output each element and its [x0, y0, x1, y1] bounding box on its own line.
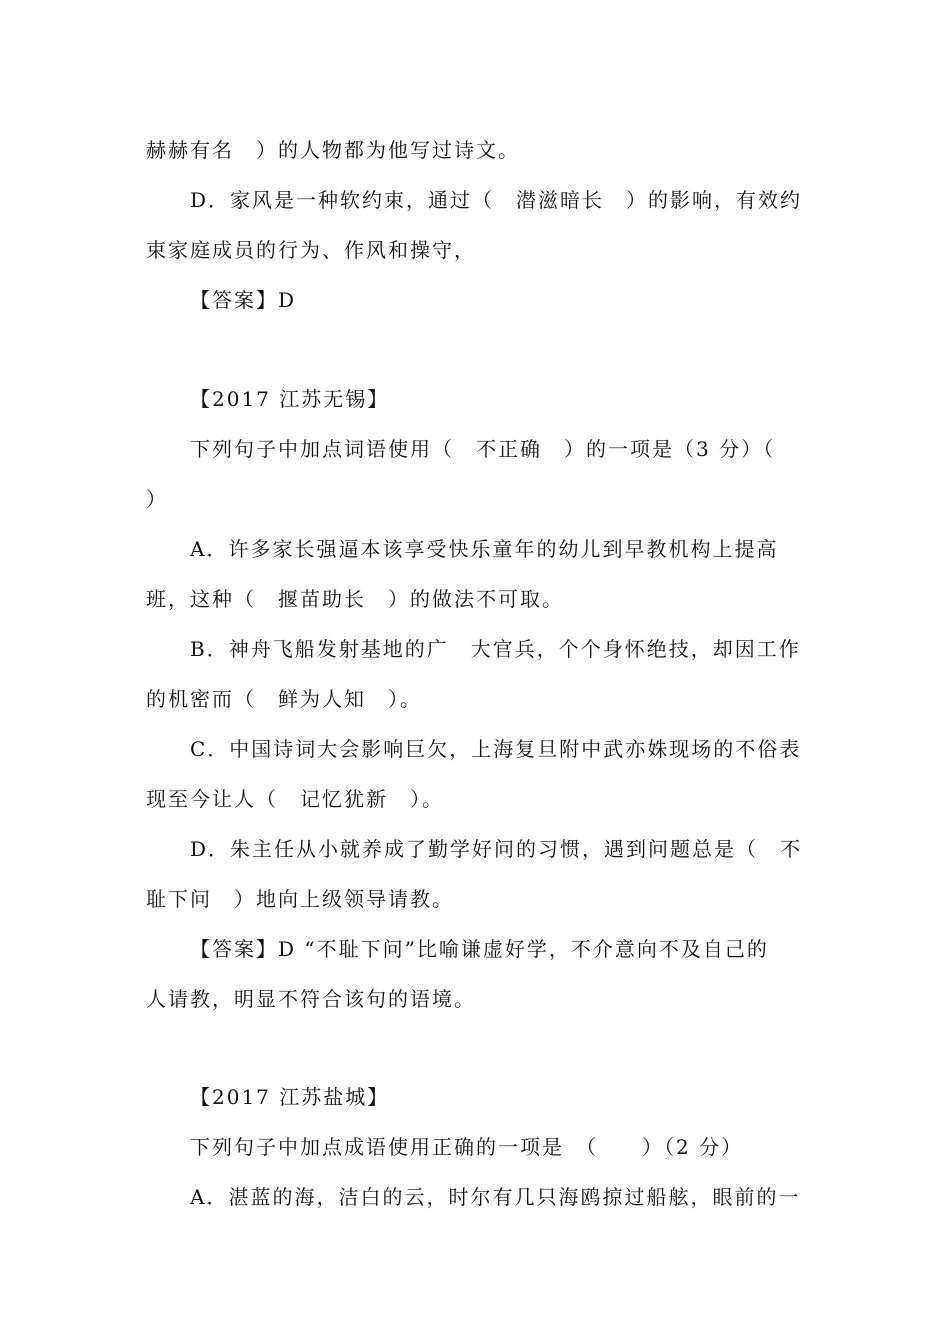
- question-line: ）: [146, 487, 168, 511]
- option-d-line: 耻下问 ）地向上级领导请教。: [146, 887, 454, 911]
- answer-line: 【答案】D “不耻下问”比喻谦虚好学，不介意向不及自己的: [190, 937, 769, 961]
- option-c-line: 现至今让人（ 记忆犹新 ）。: [146, 787, 444, 811]
- question-line: 下列句子中加点词语使用（ 不正确 ）的一项是（3 分）（: [190, 437, 776, 461]
- option-b-line: 的机密而（ 鲜为人知 ）。: [146, 687, 422, 711]
- answer-line: 人请教，明显不符合该句的语境。: [146, 987, 476, 1011]
- option-a-line: A．许多家长强逼本该享受快乐童年的幼儿到早教机构上提高: [190, 537, 779, 561]
- option-a-line: 班，这种（ 揠苗助长 ）的做法不可取。: [146, 587, 564, 611]
- text-line: 赫赫有名 ）的人物都为他写过诗文。: [146, 138, 520, 162]
- text-line: 束家庭成员的行为、作风和操守，: [146, 238, 476, 262]
- option-c-line: C．中国诗词大会影响巨欠，上海复旦附中武亦姝现场的不俗表: [190, 737, 802, 761]
- section-heading-yancheng: 【2017 江苏盐城】: [190, 1085, 390, 1109]
- section-heading-wuxi: 【2017 江苏无锡】: [190, 387, 390, 411]
- option-b-line: B．神舟飞船发射基地的广 大官兵，个个身怀绝技，却因工作: [190, 637, 801, 661]
- question-line: 下列句子中加点成语使用正确的一项是 （ ）（2 分）: [190, 1135, 744, 1159]
- option-d-line: D．家风是一种软约束，通过（ 潜滋暗长 ）的影响，有效约: [190, 188, 803, 212]
- answer-label: 【答案】D: [190, 288, 297, 312]
- option-a-line: A．湛蓝的海，洁白的云，时尔有几只海鸥掠过船舷，眼前的一: [190, 1185, 801, 1209]
- option-d-line: D．朱主任从小就养成了勤学好问的习惯，遇到问题总是（ 不: [190, 837, 803, 861]
